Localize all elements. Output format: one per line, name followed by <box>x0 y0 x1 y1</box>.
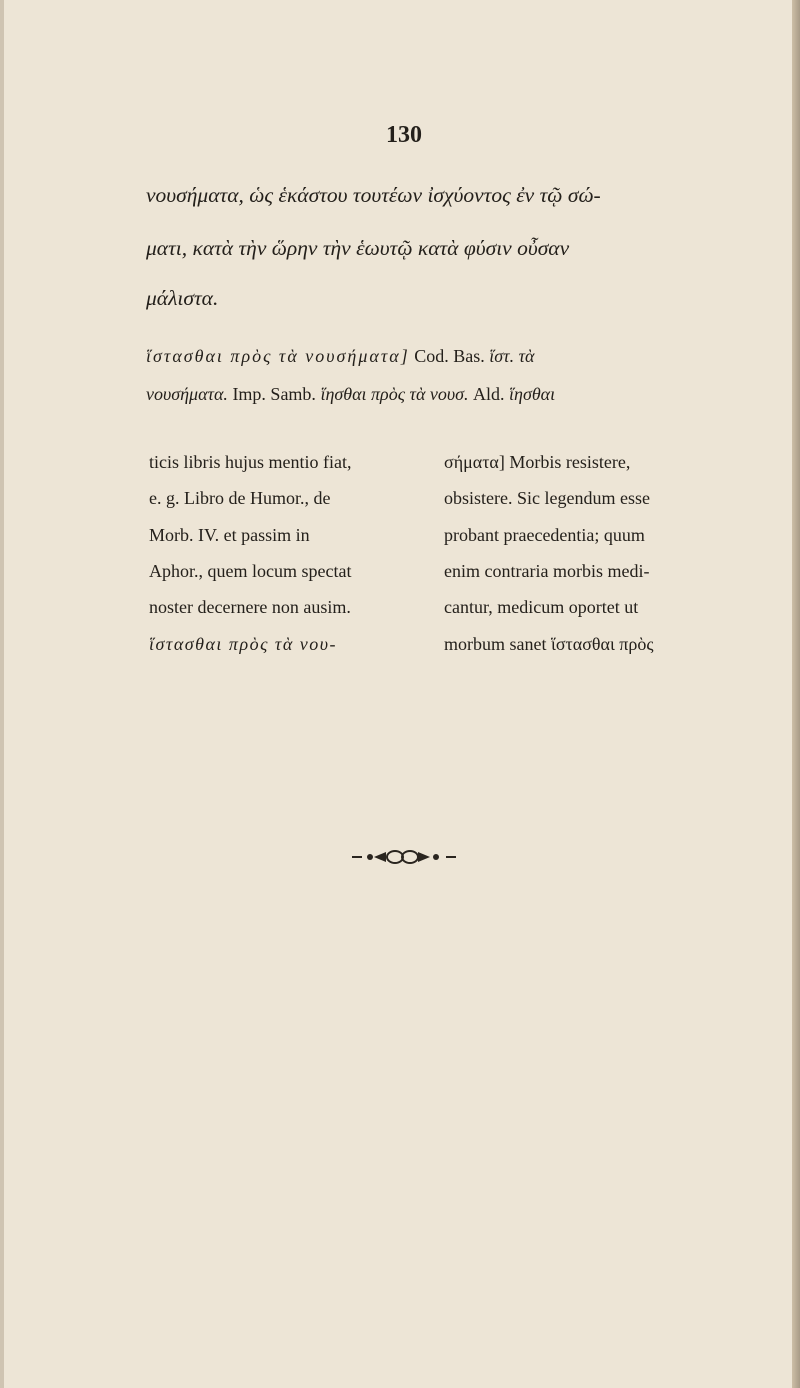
critical-note-line-1 <box>146 346 702 367</box>
left-column-line-2: e. g. Libro de Humor., de <box>149 488 331 508</box>
note-greek: ἵησθαι <box>509 384 556 404</box>
left-column-line-3: Morb. IV. et passim in <box>149 525 310 545</box>
note-greek: νουσήματα. <box>146 384 228 404</box>
note-latin: Bas. <box>453 346 485 366</box>
note-latin: Ald. <box>473 384 505 404</box>
right-column-line-5: cantur, medicum oportet ut <box>444 597 639 617</box>
left-column-line-4: Aphor., quem locum spectat <box>149 561 352 581</box>
ornament-icon <box>350 846 458 868</box>
critical-note-line-2 <box>146 384 702 405</box>
decorative-divider <box>4 846 792 873</box>
right-column-line-2: obsistere. Sic legendum esse <box>444 488 650 508</box>
page-number: 130 <box>386 122 422 148</box>
left-column-line-1: ticis libris hujus mentio fiat, <box>149 452 352 472</box>
right-column-line-6: morbum sanet ἵστασθαι πρὸς <box>444 634 654 654</box>
main-text-line-2: ματι, κατὰ τὴν ὥρην τὴν ἑωυτῷ κατὰ φύσιν οὖσαν <box>146 236 570 260</box>
main-text-line-1: νουσήματα, ὡς ἑκάστου τουτέων ἰσχύοντος ἐν τῷ σώ- <box>146 183 601 207</box>
right-column-line-1: σήματα] Morbis resistere, <box>444 452 631 472</box>
note-latin: Imp. Samb. <box>232 384 316 404</box>
right-column-line-3: probant praecedentia; quum <box>444 525 645 545</box>
left-column-line-6: ἵστασθαι πρὸς τὰ νου- <box>149 634 338 654</box>
note-greek: ἵστασθαι πρὸς τὰ νουσήματα] <box>146 346 410 366</box>
note-greek: ἵησθαι πρὸς τὰ νουσ. <box>320 384 469 404</box>
note-greek: ἵστ. τὰ <box>489 346 535 366</box>
left-column-line-5: noster decernere non ausim. <box>149 597 351 617</box>
main-text-line-3: μάλιστα. <box>146 286 219 310</box>
note-latin: Cod. <box>414 346 449 366</box>
page-edge <box>792 0 800 1388</box>
right-column-line-4: enim contraria morbis medi- <box>444 561 650 581</box>
book-page <box>4 0 792 1388</box>
